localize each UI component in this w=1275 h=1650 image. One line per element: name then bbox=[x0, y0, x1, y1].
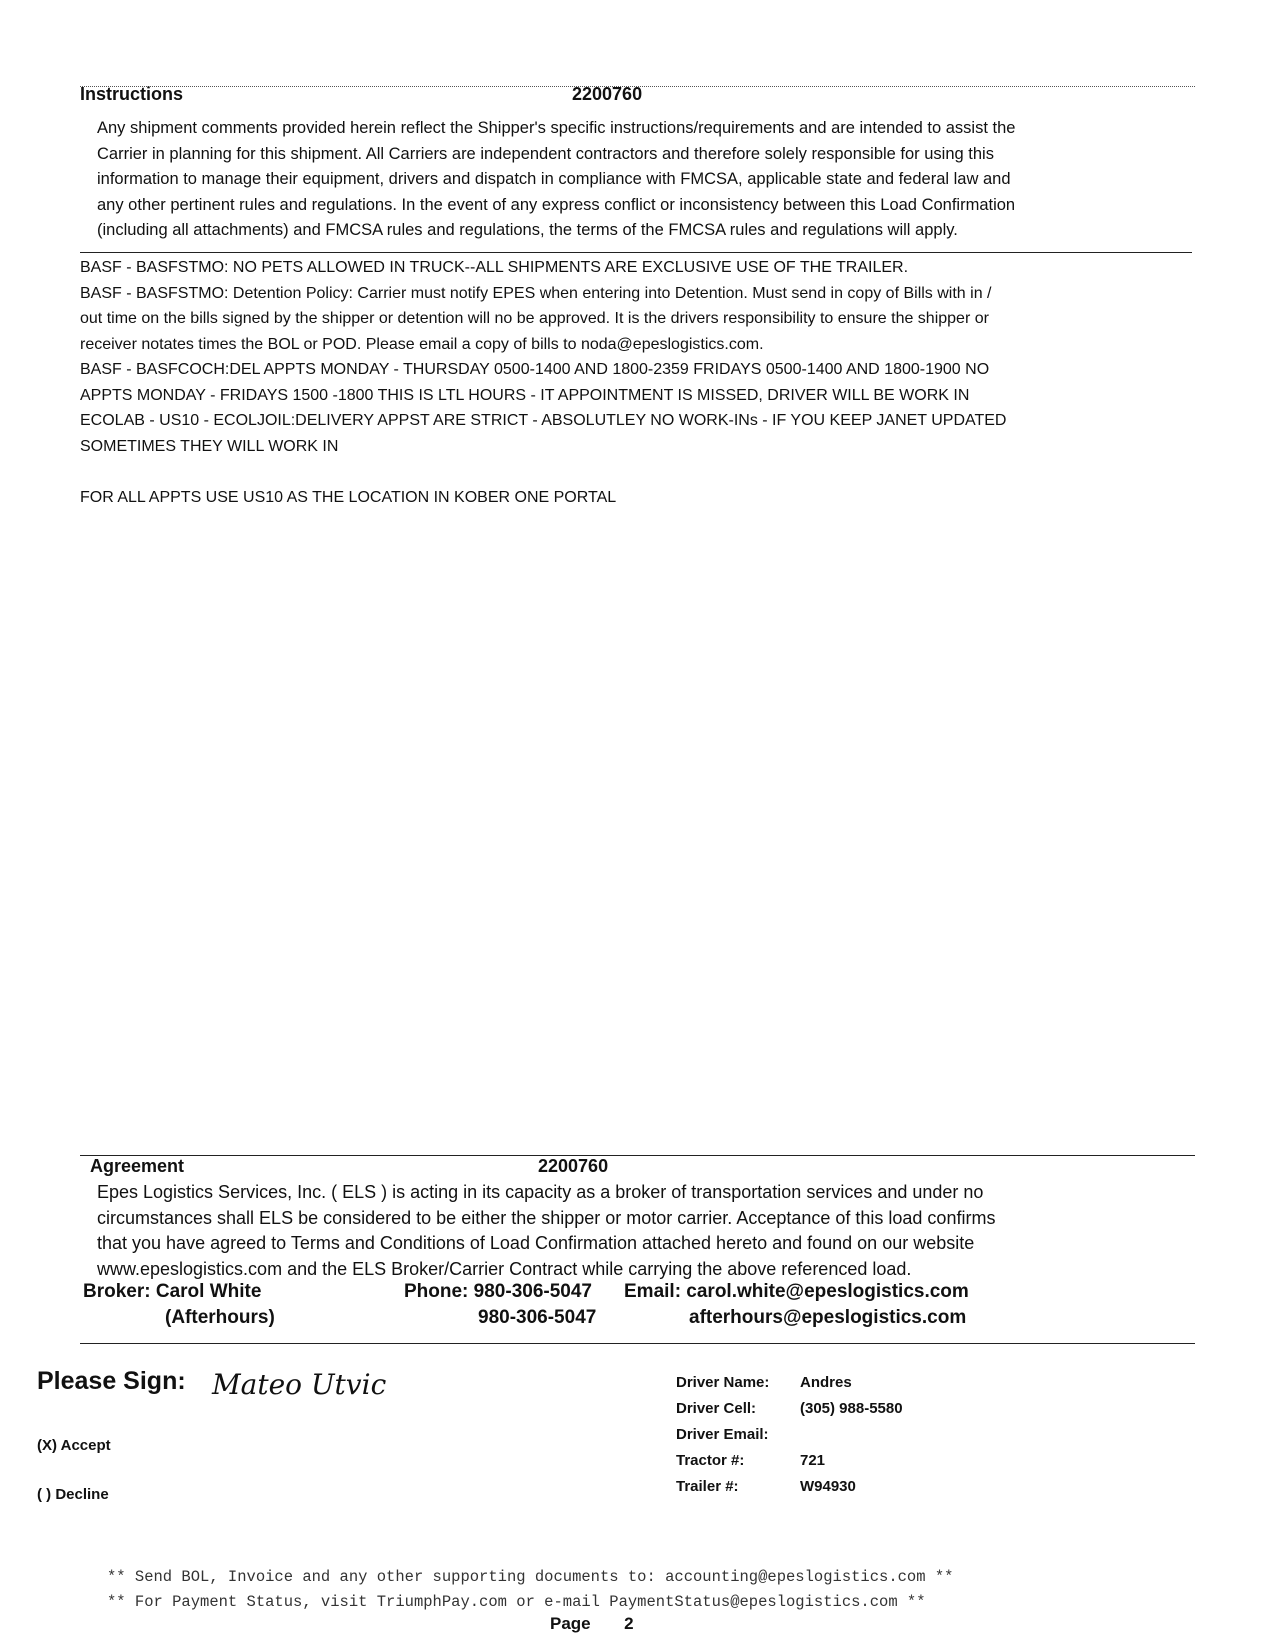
afterhours-email: afterhours@epeslogistics.com bbox=[689, 1307, 967, 1328]
trailer-value: W94930 bbox=[800, 1478, 856, 1495]
note-line: BASF - BASFSTMO: Detention Policy: Carrier must notify EPES when entering into Detention. Must send in copy of Bills with in / bbox=[80, 284, 992, 302]
driver-cell-label: Driver Cell: bbox=[676, 1400, 757, 1417]
please-sign-label: Please Sign: bbox=[37, 1367, 186, 1395]
instructions-divider bbox=[80, 252, 1192, 253]
driver-email-label: Driver Email: bbox=[676, 1426, 769, 1443]
decline-option[interactable]: ( ) Decline bbox=[37, 1486, 109, 1503]
note-line: SOMETIMES THEY WILL WORK IN bbox=[80, 437, 339, 455]
disclaimer-line: Any shipment comments provided herein reflect the Shipper's specific instructions/requirements and are intended to assist the bbox=[97, 119, 1016, 137]
agreement-top-rule bbox=[80, 1155, 1195, 1156]
instructions-load-number: 2200760 bbox=[572, 84, 643, 104]
driver-name-value: Andres bbox=[800, 1374, 852, 1391]
agreement-bottom-rule bbox=[80, 1343, 1195, 1344]
tractor-value: 721 bbox=[800, 1452, 826, 1469]
driver-cell-value: (305) 988-5580 bbox=[800, 1400, 903, 1417]
page-indicator bbox=[550, 1614, 634, 1634]
instructions-header: Instructions bbox=[80, 84, 184, 104]
note-line: BASF - BASFSTMO: NO PETS ALLOWED IN TRUCK--ALL SHIPMENTS ARE EXCLUSIVE USE OF THE TRAILER. bbox=[80, 259, 909, 276]
signature-image: Mateo Utvic bbox=[212, 1368, 387, 1401]
note-line: ECOLAB - US10 - ECOLJOIL:DELIVERY APPST ARE STRICT - ABSOLUTLEY NO WORK-INs - IF YOU KEEP JANET UPDATED bbox=[80, 412, 1007, 429]
agreement-line: www.epeslogistics.com and the ELS Broker/Carrier Contract while carrying the above referenced load. bbox=[97, 1258, 912, 1279]
driver-name-label: Driver Name: bbox=[676, 1374, 770, 1391]
accept-option[interactable]: (X) Accept bbox=[37, 1437, 111, 1454]
disclaimer-line: information to manage their equipment, drivers and dispatch in compliance with FMCSA, applicable state and federal law and bbox=[97, 170, 1011, 188]
page-number: 2 bbox=[624, 1614, 634, 1633]
note-line bbox=[80, 459, 1195, 485]
instructions-disclaimer bbox=[97, 116, 1182, 244]
broker-email: Email: carol.white@epeslogistics.com bbox=[624, 1281, 969, 1302]
page-label: Page bbox=[550, 1614, 591, 1633]
disclaimer-line: Carrier in planning for this shipment. All Carriers are independent contractors and therefore solely responsible for using this bbox=[97, 144, 994, 163]
tractor-label: Tractor #: bbox=[676, 1452, 745, 1469]
shipper-notes bbox=[80, 255, 1195, 510]
note-line: out time on the bills signed by the shipper or detention will no be approved. It is the drivers responsibility to ensure the shipper or bbox=[80, 310, 989, 327]
disclaimer-line: (including all attachments) and FMCSA rules and regulations, the terms of the FMCSA rules and regulations will apply. bbox=[97, 221, 958, 239]
disclaimer-line: any other pertinent rules and regulations. In the event of any express conflict or inconsistency between this Load Confirmation bbox=[97, 195, 1016, 214]
note-line: FOR ALL APPTS USE US10 AS THE LOCATION IN KOBER ONE PORTAL bbox=[80, 488, 617, 506]
agreement-line: that you have agreed to Terms and Conditions of Load Confirmation attached hereto and found on our website bbox=[97, 1233, 975, 1253]
note-line: BASF - BASFCOCH:DEL APPTS MONDAY - THURSDAY 0500-1400 AND 1800-2359 FRIDAYS 0500-1400 AND 1800-1900 NO bbox=[80, 361, 990, 378]
note-line: receiver notates times the BOL or POD. Please email a copy of bills to noda@epeslogistics.com. bbox=[80, 335, 764, 353]
agreement-line: Epes Logistics Services, Inc. ( ELS ) is acting in its capacity as a broker of transportation services and under no bbox=[97, 1182, 984, 1202]
afterhours-label: (Afterhours) bbox=[165, 1307, 275, 1328]
agreement-line: circumstances shall ELS be considered to be either the shipper or motor carrier. Acceptance of this load confirms bbox=[97, 1207, 996, 1228]
broker-phone: Phone: 980-306-5047 bbox=[404, 1281, 592, 1302]
agreement-header: Agreement bbox=[90, 1156, 185, 1176]
afterhours-phone: 980-306-5047 bbox=[478, 1307, 597, 1328]
footer-payment-line: ** For Payment Status, visit TriumphPay.com or e-mail PaymentStatus@epeslogistics.com ** bbox=[107, 1593, 926, 1611]
agreement-text bbox=[97, 1180, 995, 1282]
trailer-label: Trailer #: bbox=[676, 1478, 739, 1495]
agreement-load-number: 2200760 bbox=[538, 1156, 609, 1176]
note-line: APPTS MONDAY - FRIDAYS 1500 -1800 THIS IS LTL HOURS - IT APPOINTMENT IS MISSED, DRIVER WILL BE WORK IN bbox=[80, 386, 970, 404]
footer-documents-line: ** Send BOL, Invoice and any other supporting documents to: accounting@epeslogistics.com ** bbox=[107, 1568, 954, 1586]
broker-name: Broker: Carol White bbox=[83, 1281, 262, 1302]
